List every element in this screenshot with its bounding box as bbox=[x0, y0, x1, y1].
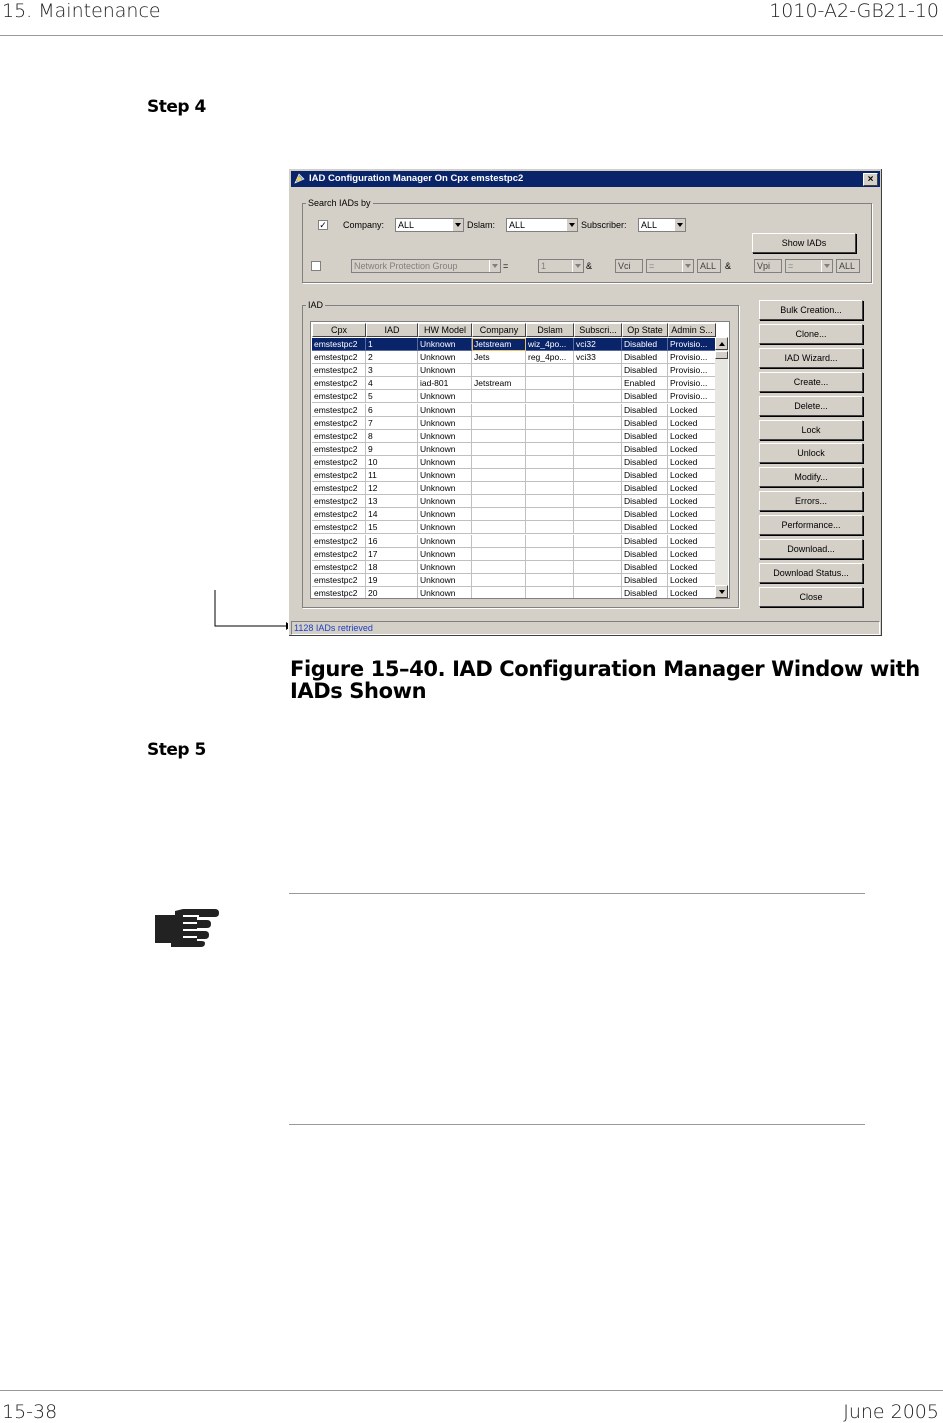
table-cell bbox=[574, 417, 622, 430]
table-cell: Locked bbox=[668, 508, 716, 521]
table-cell: emstestpc2 bbox=[312, 508, 366, 521]
table-cell: emstestpc2 bbox=[312, 404, 366, 417]
table-cell bbox=[574, 495, 622, 508]
bulk-creation-button[interactable]: Bulk Creation... bbox=[759, 300, 863, 320]
table-cell bbox=[574, 521, 622, 534]
table-cell bbox=[472, 364, 526, 377]
table-cell: Unknown bbox=[418, 430, 472, 443]
table-cell: Unknown bbox=[418, 469, 472, 482]
table-cell: Disabled bbox=[622, 508, 668, 521]
window-close-button[interactable]: × bbox=[863, 173, 878, 186]
table-cell: Locked bbox=[668, 404, 716, 417]
note-top-rule bbox=[289, 893, 865, 894]
table-cell: Disabled bbox=[622, 521, 668, 534]
chevron-down-icon bbox=[572, 260, 583, 272]
table-cell bbox=[472, 495, 526, 508]
unlock-button[interactable]: Unlock bbox=[759, 443, 863, 463]
table-cell: Disabled bbox=[622, 404, 668, 417]
table-row[interactable] bbox=[312, 469, 715, 482]
table-cell bbox=[472, 469, 526, 482]
table-cell: Locked bbox=[668, 535, 716, 548]
table-cell bbox=[574, 443, 622, 456]
table-cell bbox=[526, 404, 574, 417]
table-row[interactable] bbox=[312, 548, 715, 561]
table-cell bbox=[472, 587, 526, 599]
vpi-operator-select[interactable]: = bbox=[785, 259, 833, 273]
table-cell: Disabled bbox=[622, 469, 668, 482]
performance-button[interactable]: Performance... bbox=[759, 515, 863, 535]
table-cell: Unknown bbox=[418, 417, 472, 430]
table-cell bbox=[574, 430, 622, 443]
table-cell: Unknown bbox=[418, 548, 472, 561]
table-cell bbox=[526, 561, 574, 574]
table-cell bbox=[472, 456, 526, 469]
table-cell: emstestpc2 bbox=[312, 456, 366, 469]
step-4-label: Step 4 bbox=[147, 97, 206, 117]
vci-value-input[interactable]: ALL bbox=[697, 259, 721, 273]
table-cell: Provisio... bbox=[668, 377, 716, 390]
table-cell bbox=[526, 443, 574, 456]
table-cell: Locked bbox=[668, 469, 716, 482]
table-cell bbox=[526, 430, 574, 443]
column-header[interactable]: Admin S... bbox=[668, 323, 716, 337]
table-cell: Unknown bbox=[418, 351, 472, 364]
table-cell: Locked bbox=[668, 548, 716, 561]
subscriber-select[interactable]: ALL bbox=[638, 218, 686, 232]
table-cell: 7 bbox=[366, 417, 418, 430]
table-row[interactable] bbox=[312, 351, 715, 364]
table-cell bbox=[472, 548, 526, 561]
search-group-legend: Search IADs by bbox=[308, 198, 371, 208]
table-cell: Unknown bbox=[418, 390, 472, 403]
table-cell bbox=[526, 456, 574, 469]
table-cell: Unknown bbox=[418, 574, 472, 587]
table-cell bbox=[472, 521, 526, 534]
npg-filter-checkbox[interactable] bbox=[311, 261, 321, 271]
scroll-down-icon[interactable] bbox=[715, 585, 728, 598]
table-cell bbox=[574, 482, 622, 495]
column-header[interactable]: Op State bbox=[622, 323, 668, 337]
amp-label-2: & bbox=[725, 261, 732, 271]
table-cell bbox=[526, 482, 574, 495]
table-row[interactable] bbox=[312, 390, 715, 403]
step-5-label: Step 5 bbox=[147, 740, 206, 760]
table-cell: Unknown bbox=[418, 482, 472, 495]
download-status-button[interactable]: Download Status... bbox=[759, 563, 863, 583]
table-cell: emstestpc2 bbox=[312, 535, 366, 548]
chevron-down-icon bbox=[566, 219, 577, 231]
table-row[interactable] bbox=[312, 456, 715, 469]
table-cell bbox=[472, 417, 526, 430]
page-footer-date: June 2005 bbox=[843, 1401, 939, 1423]
table-cell bbox=[526, 469, 574, 482]
chevron-down-icon bbox=[821, 260, 832, 272]
table-cell: emstestpc2 bbox=[312, 443, 366, 456]
iad-config-manager-window bbox=[288, 168, 883, 637]
figure-caption-line-2: IADs Shown bbox=[290, 679, 427, 703]
table-cell bbox=[526, 417, 574, 430]
chevron-down-icon bbox=[674, 219, 685, 231]
table-cell bbox=[526, 521, 574, 534]
app-icon bbox=[294, 173, 305, 184]
table-cell: 6 bbox=[366, 404, 418, 417]
column-header[interactable]: Cpx bbox=[312, 323, 366, 337]
header-rule bbox=[0, 35, 943, 36]
lock-button[interactable]: Lock bbox=[759, 420, 863, 440]
table-cell: Locked bbox=[668, 495, 716, 508]
table-cell: 3 bbox=[366, 364, 418, 377]
page-footer-number: 15-38 bbox=[2, 1401, 58, 1423]
amp-label-1: & bbox=[586, 261, 593, 271]
table-cell: Disabled bbox=[622, 443, 668, 456]
table-row[interactable] bbox=[312, 430, 715, 443]
table-cell bbox=[574, 377, 622, 390]
table-cell: Provisio... bbox=[668, 390, 716, 403]
table-cell bbox=[526, 587, 574, 599]
figure-caption-line-1: Figure 15–40. IAD Configuration Manager Window with bbox=[290, 657, 920, 681]
table-cell: emstestpc2 bbox=[312, 482, 366, 495]
clone-button[interactable]: Clone... bbox=[759, 324, 863, 344]
table-cell: emstestpc2 bbox=[312, 430, 366, 443]
table-cell: emstestpc2 bbox=[312, 561, 366, 574]
table-cell: emstestpc2 bbox=[312, 495, 366, 508]
table-cell: 19 bbox=[366, 574, 418, 587]
table-cell: emstestpc2 bbox=[312, 377, 366, 390]
table-cell: Unknown bbox=[418, 535, 472, 548]
table-cell: Unknown bbox=[418, 508, 472, 521]
table-cell bbox=[574, 469, 622, 482]
scroll-up-icon[interactable] bbox=[715, 337, 728, 350]
company-filter-checkbox[interactable]: ✓ bbox=[319, 220, 327, 230]
table-cell: 11 bbox=[366, 469, 418, 482]
status-bar: 1128 IADs retrieved bbox=[291, 621, 880, 635]
table-cell: Disabled bbox=[622, 456, 668, 469]
table-cell bbox=[574, 535, 622, 548]
table-row[interactable] bbox=[312, 417, 715, 430]
table-cell bbox=[574, 561, 622, 574]
table-cell: emstestpc2 bbox=[312, 351, 366, 364]
errors-button[interactable]: Errors... bbox=[759, 491, 863, 511]
company-select[interactable]: ALL bbox=[395, 218, 464, 232]
table-cell: Disabled bbox=[622, 561, 668, 574]
table-cell: 18 bbox=[366, 561, 418, 574]
table-cell: Locked bbox=[668, 430, 716, 443]
table-cell bbox=[472, 508, 526, 521]
chevron-down-icon bbox=[682, 260, 693, 272]
table-cell: 9 bbox=[366, 443, 418, 456]
table-cell: Disabled bbox=[622, 535, 668, 548]
table-cell: 17 bbox=[366, 548, 418, 561]
table-cell: emstestpc2 bbox=[312, 390, 366, 403]
table-cell bbox=[472, 561, 526, 574]
table-cell: 20 bbox=[366, 587, 418, 599]
table-cell bbox=[472, 574, 526, 587]
table-cell: Locked bbox=[668, 456, 716, 469]
table-cell bbox=[574, 390, 622, 403]
table-cell: 8 bbox=[366, 430, 418, 443]
table-cell: emstestpc2 bbox=[312, 417, 366, 430]
table-cell: Locked bbox=[668, 443, 716, 456]
table-cell: Disabled bbox=[622, 482, 668, 495]
table-cell: emstestpc2 bbox=[312, 338, 366, 351]
table-cell: Unknown bbox=[418, 338, 472, 351]
table-cell: Unknown bbox=[418, 561, 472, 574]
modify-button[interactable]: Modify... bbox=[759, 467, 863, 487]
vci-label-box: Vci bbox=[615, 259, 643, 273]
table-row[interactable] bbox=[312, 561, 715, 574]
iad-group-legend: IAD bbox=[308, 300, 324, 310]
table-cell: emstestpc2 bbox=[312, 364, 366, 377]
table-cell: 13 bbox=[366, 495, 418, 508]
iad-wizard-button[interactable]: IAD Wizard... bbox=[759, 348, 863, 368]
column-header[interactable]: Dslam bbox=[526, 323, 574, 337]
column-header[interactable]: Subscri... bbox=[574, 323, 622, 337]
table-cell bbox=[574, 548, 622, 561]
table-cell: Disabled bbox=[622, 417, 668, 430]
table-cell: Disabled bbox=[622, 574, 668, 587]
table-cell: Locked bbox=[668, 587, 716, 599]
chevron-down-icon bbox=[489, 260, 500, 272]
table-scrollbar[interactable] bbox=[715, 337, 728, 598]
table-cell: emstestpc2 bbox=[312, 469, 366, 482]
table-cell: Unknown bbox=[418, 456, 472, 469]
table-cell: emstestpc2 bbox=[312, 574, 366, 587]
table-row[interactable] bbox=[312, 521, 715, 534]
table-cell bbox=[472, 430, 526, 443]
table-cell: 14 bbox=[366, 508, 418, 521]
table-cell bbox=[574, 456, 622, 469]
window-titlebar[interactable] bbox=[291, 171, 880, 187]
pointing-hand-note-icon bbox=[153, 907, 219, 947]
table-cell bbox=[526, 390, 574, 403]
table-cell: 16 bbox=[366, 535, 418, 548]
table-cell: 15 bbox=[366, 521, 418, 534]
table-row[interactable] bbox=[312, 574, 715, 587]
number-select[interactable]: 1 bbox=[538, 259, 584, 273]
table-cell: 12 bbox=[366, 482, 418, 495]
table-cell bbox=[472, 443, 526, 456]
footer-rule bbox=[0, 1390, 943, 1391]
table-cell: Locked bbox=[668, 574, 716, 587]
table-cell: Provisio... bbox=[668, 351, 716, 364]
table-cell: Jetstream bbox=[472, 377, 526, 390]
table-cell bbox=[574, 404, 622, 417]
npg-equals-label: = bbox=[503, 261, 509, 271]
vpi-label-box: Vpi bbox=[754, 259, 782, 273]
table-cell: Disabled bbox=[622, 338, 668, 351]
table-cell: Jets bbox=[472, 351, 526, 364]
table-cell: Disabled bbox=[622, 364, 668, 377]
table-cell: iad-801 bbox=[418, 377, 472, 390]
subscriber-label: Subscriber: bbox=[581, 220, 627, 230]
table-row[interactable] bbox=[312, 482, 715, 495]
chevron-down-icon bbox=[452, 219, 463, 231]
table-cell: Unknown bbox=[418, 495, 472, 508]
column-header[interactable]: Company bbox=[472, 323, 526, 337]
iad-table[interactable] bbox=[310, 321, 730, 599]
npg-select[interactable]: Network Protection Group bbox=[351, 259, 501, 273]
table-row[interactable] bbox=[312, 535, 715, 548]
table-cell bbox=[526, 535, 574, 548]
table-cell: 1 bbox=[366, 338, 418, 351]
table-cell bbox=[526, 377, 574, 390]
table-cell: Unknown bbox=[418, 587, 472, 599]
table-cell: 5 bbox=[366, 390, 418, 403]
dslam-select[interactable]: ALL bbox=[506, 218, 578, 232]
column-header[interactable]: IAD bbox=[366, 323, 418, 337]
table-cell: Disabled bbox=[622, 351, 668, 364]
table-cell: Locked bbox=[668, 561, 716, 574]
table-cell bbox=[472, 404, 526, 417]
table-cell: Disabled bbox=[622, 390, 668, 403]
table-cell: wiz_4po... bbox=[526, 338, 574, 351]
table-cell: emstestpc2 bbox=[312, 521, 366, 534]
table-cell bbox=[472, 390, 526, 403]
table-row[interactable] bbox=[312, 404, 715, 417]
company-label: Company: bbox=[343, 220, 385, 230]
vpi-value-input[interactable]: ALL bbox=[836, 259, 860, 273]
table-cell: Locked bbox=[668, 521, 716, 534]
table-cell: emstestpc2 bbox=[312, 548, 366, 561]
table-row[interactable] bbox=[312, 338, 715, 351]
vci-operator-select[interactable]: = bbox=[646, 259, 694, 273]
download-button[interactable]: Download... bbox=[759, 539, 863, 559]
table-cell: vci32 bbox=[574, 338, 622, 351]
page-header-docnum: 1010-A2-GB21-10 bbox=[769, 0, 939, 22]
table-cell: Provisio... bbox=[668, 338, 716, 351]
table-cell: Disabled bbox=[622, 548, 668, 561]
table-row[interactable] bbox=[312, 495, 715, 508]
table-cell: Locked bbox=[668, 482, 716, 495]
window-title: IAD Configuration Manager On Cpx emstestpc2 bbox=[309, 173, 524, 184]
table-cell: reg_4po... bbox=[526, 351, 574, 364]
table-cell: Disabled bbox=[622, 587, 668, 599]
table-cell bbox=[472, 482, 526, 495]
show-iads-button[interactable]: Show IADs bbox=[752, 233, 856, 253]
table-cell bbox=[574, 364, 622, 377]
table-cell bbox=[526, 364, 574, 377]
table-row[interactable] bbox=[312, 587, 715, 599]
delete-button[interactable]: Delete... bbox=[759, 396, 863, 416]
table-cell: Disabled bbox=[622, 430, 668, 443]
table-cell: 4 bbox=[366, 377, 418, 390]
callout-arrow-icon bbox=[212, 590, 292, 632]
table-cell: Enabled bbox=[622, 377, 668, 390]
table-cell: Locked bbox=[668, 417, 716, 430]
note-bottom-rule bbox=[289, 1124, 865, 1125]
table-row[interactable] bbox=[312, 364, 715, 377]
table-cell: 2 bbox=[366, 351, 418, 364]
table-cell: Provisio... bbox=[668, 364, 716, 377]
table-cell bbox=[526, 508, 574, 521]
table-cell: 10 bbox=[366, 456, 418, 469]
table-cell bbox=[574, 587, 622, 599]
scroll-thumb[interactable] bbox=[715, 351, 728, 359]
table-cell: Disabled bbox=[622, 495, 668, 508]
table-cell bbox=[574, 508, 622, 521]
create-button[interactable]: Create... bbox=[759, 372, 863, 392]
table-cell bbox=[574, 574, 622, 587]
table-cell: Unknown bbox=[418, 443, 472, 456]
dslam-label: Dslam: bbox=[467, 220, 496, 230]
table-row[interactable] bbox=[312, 377, 715, 390]
table-cell: vci33 bbox=[574, 351, 622, 364]
table-cell: Unknown bbox=[418, 404, 472, 417]
table-cell: Jetstream bbox=[472, 338, 526, 351]
table-cell bbox=[526, 548, 574, 561]
page-header-section: 15. Maintenance bbox=[2, 0, 161, 22]
table-cell bbox=[526, 495, 574, 508]
close-button[interactable]: Close bbox=[759, 587, 863, 607]
column-header[interactable]: HW Model bbox=[418, 323, 472, 337]
table-cell bbox=[526, 574, 574, 587]
table-cell bbox=[472, 535, 526, 548]
table-row[interactable] bbox=[312, 508, 715, 521]
table-row[interactable] bbox=[312, 443, 715, 456]
table-cell: Unknown bbox=[418, 521, 472, 534]
table-cell: Unknown bbox=[418, 364, 472, 377]
table-cell: emstestpc2 bbox=[312, 587, 366, 599]
